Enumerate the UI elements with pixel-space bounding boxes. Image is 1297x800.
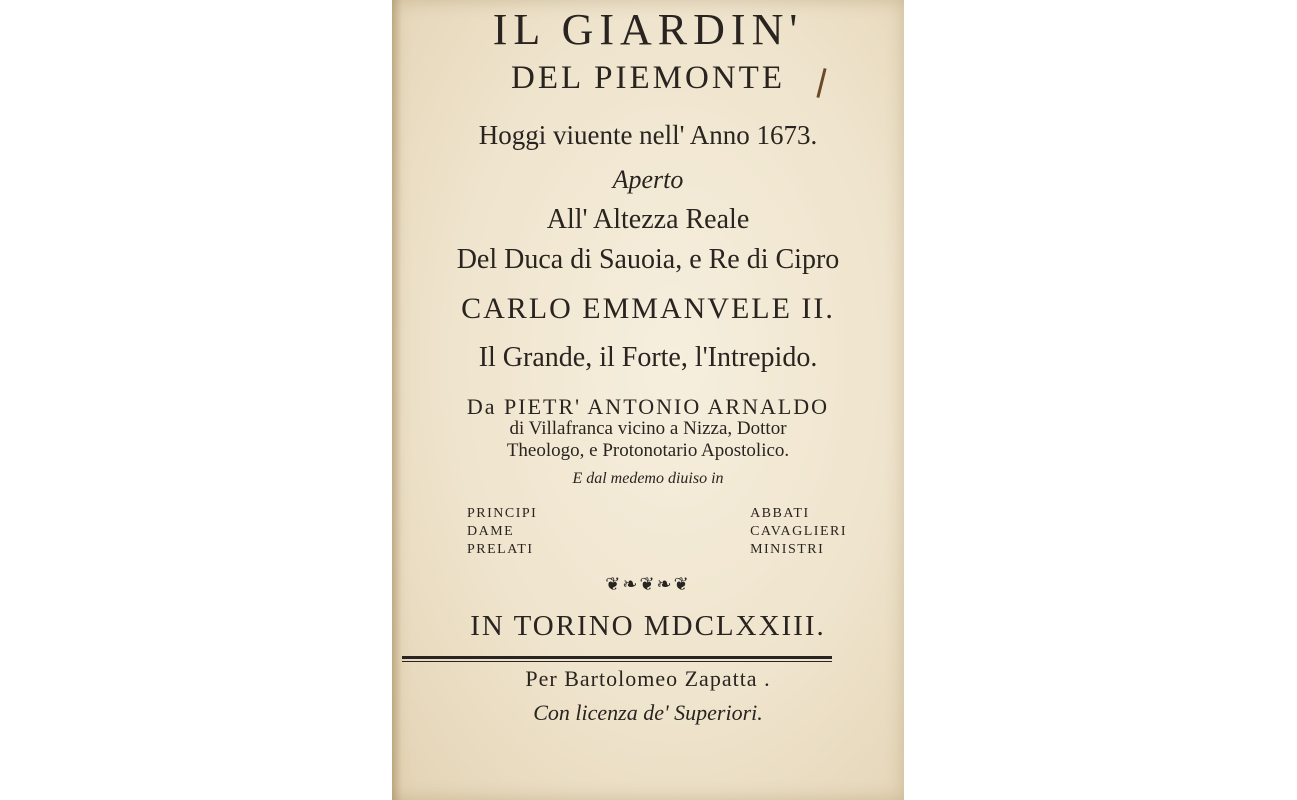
fleuron-ornament-icon: ❦❧❦❧❦	[605, 574, 691, 594]
aperto-line: Aperto	[612, 165, 684, 194]
categories-table	[467, 505, 847, 565]
category-item: DAME	[467, 524, 515, 539]
category-item: CAVAGLIERI	[750, 524, 847, 539]
title-page	[392, 0, 904, 800]
category-item: PRINCIPI	[467, 506, 538, 521]
category-item: ABBATI	[750, 506, 810, 521]
villafranca-line: di Villafranca vicino a Nizza, Dottor	[509, 418, 787, 439]
divider-rule-thin	[402, 661, 832, 662]
title-line-1: IL GIARDIN'	[492, 5, 804, 54]
duca-line: Del Duca di Sauoia, e Re di Cipro	[456, 244, 840, 275]
author-line: Da PIETR' ANTONIO ARNALDO	[466, 394, 830, 419]
theologo-line: Theologo, e Protonotario Apostolico.	[506, 440, 790, 461]
carlo-line: CARLO EMMANVELE II.	[461, 292, 835, 325]
imprint-line: IN TORINO MDCLXXIII.	[470, 610, 826, 642]
category-item: MINISTRI	[750, 542, 825, 557]
categories-left	[467, 505, 537, 565]
licenza-line: Con licenza de' Superiori.	[533, 700, 763, 725]
year-line: Hoggi viuente nell' Anno 1673.	[478, 120, 818, 150]
divider-rule	[402, 656, 832, 659]
category-item: PRELATI	[467, 542, 534, 557]
title-line-2: DEL PIEMONTE	[511, 60, 785, 96]
printer-line: Per Bartolomeo Zapatta .	[525, 666, 771, 691]
categories-right	[750, 505, 847, 565]
diviso-line: E dal medemo diuiso in	[572, 470, 724, 487]
grande-line: Il Grande, il Forte, l'Intrepido.	[478, 342, 818, 373]
altezza-line: All' Altezza Reale	[546, 204, 750, 235]
